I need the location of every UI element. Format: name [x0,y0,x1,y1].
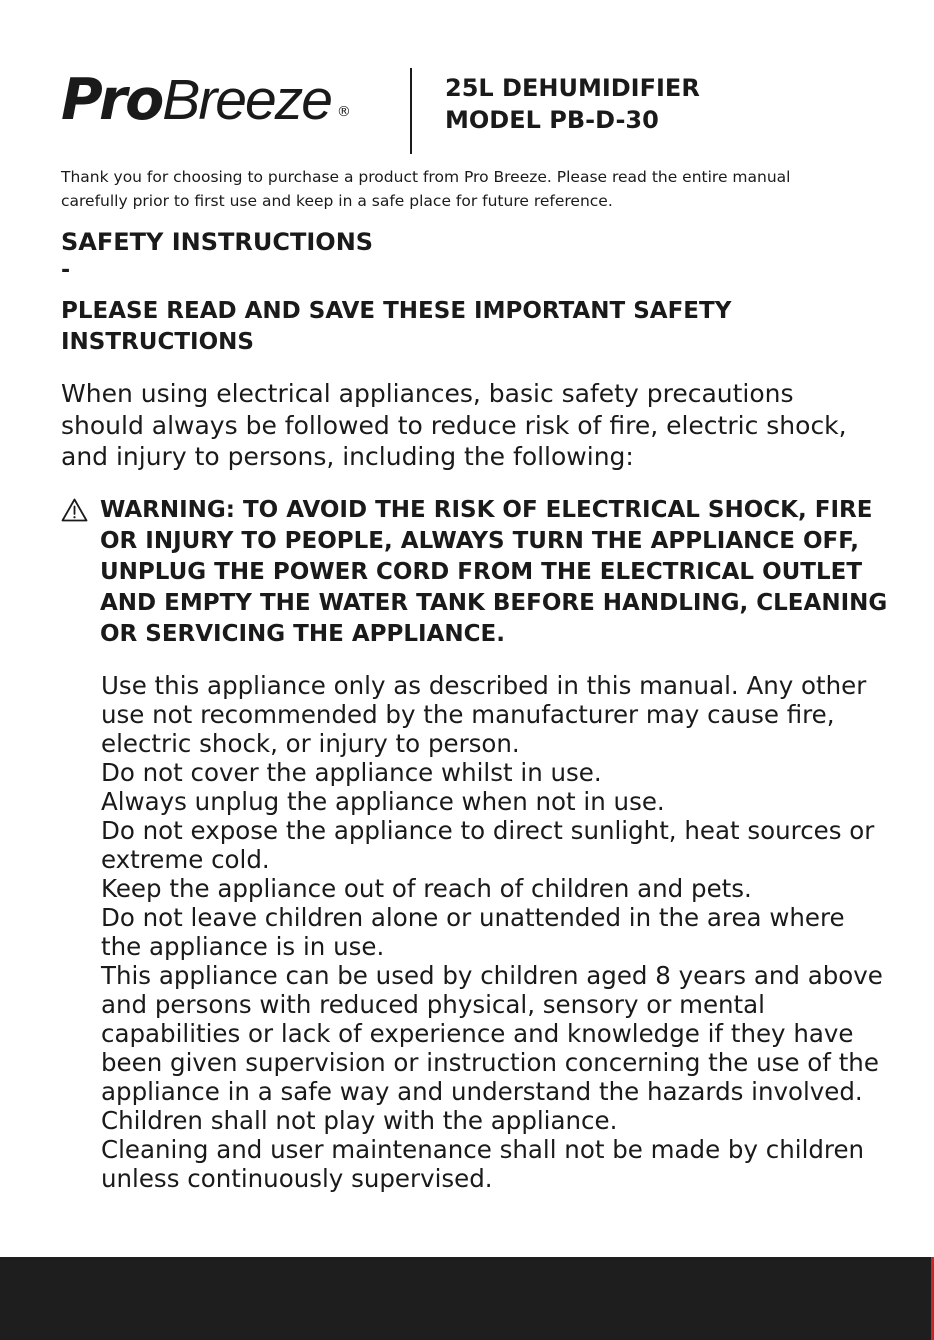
registered-mark: ® [336,104,351,120]
list-item: Always unplug the appliance when not in use. [101,787,665,816]
warning-text: WARNING: TO AVOID THE RISK OF ELECTRICAL SHOCK, FIRE OR INJURY TO PEOPLE, ALWAYS TURN THE APPLIANCE OFF, UNPLUG THE POWER CORD FROM THE ELECTRICAL OUTLET AND EMPTY THE WATER TANK BEFORE HANDLING, CLEANING OR SERVICING THE APPLIANCE. [100,497,888,647]
list-item: Keep the appliance out of reach of children and pets. [101,874,752,903]
brand-logo [61,67,351,133]
logo-light: Breeze [162,68,331,132]
page-footer-band [0,1257,934,1340]
list-item: This appliance can be used by children aged 8 years and above and persons with reduced physical, sensory or mental capabilities or lack of experience and knowledge if they have been given supervision or instruction concerning the use of the appliance in a safe way and understand the hazards involved. [101,961,883,1106]
safety-list [101,671,891,1193]
list-item: Do not expose the appliance to direct sunlight, heat sources or extreme cold. [101,816,875,874]
section-subtitle: PLEASE READ AND SAVE THESE IMPORTANT SAFETY INSTRUCTIONS [61,298,732,355]
product-title [445,72,700,136]
product-name: 25L DEHUMIDIFIER [445,74,700,102]
header-divider [410,68,412,154]
lead-paragraph: When using electrical appliances, basic safety precautions should always be followed to reduce risk of fire, electric shock, and injury to persons, including the following: [61,379,847,471]
section-title: SAFETY INSTRUCTIONS [61,228,374,256]
list-item: Cleaning and user maintenance shall not be made by children unless continuously supervised. [101,1135,865,1193]
list-item: Children shall not play with the appliance. [101,1106,618,1135]
page-header [61,66,861,156]
list-item: Do not leave children alone or unattended in the area where the appliance is in use. [101,903,845,961]
intro-text: Thank you for choosing to purchase a product from Pro Breeze. Please read the entire manual carefully prior to first use and keep in a safe place for future reference. [61,168,791,210]
section-dash: - [61,258,71,283]
product-model: MODEL PB-D-30 [445,106,659,134]
warning-triangle-icon [61,498,88,522]
logo-bold: Pro [61,67,163,133]
list-item: Use this appliance only as described in this manual. Any other use not recommended by the manufacturer may cause fire, electric shock, or injury to person. [101,671,867,758]
list-item: Do not cover the appliance whilst in use. [101,758,602,787]
